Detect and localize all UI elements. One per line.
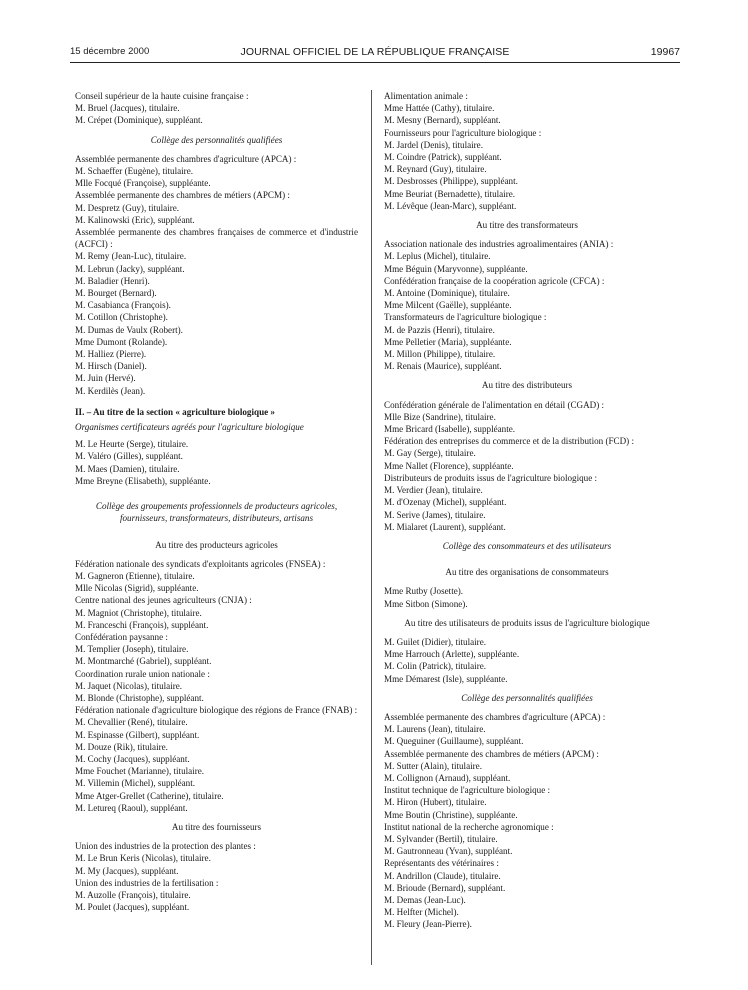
member-entry: M. Poulet (Jacques), suppléant. [75, 902, 190, 913]
member-entry: M. Bourget (Bernard). [75, 288, 157, 299]
subsection-heading: Au titre des fournisseurs [171, 821, 262, 832]
member-entry: Mme Hattée (Cathy), titulaire. [384, 103, 495, 114]
college-heading: Collège des groupements professionnels de producteurs agricoles, fournisseurs, transformateurs, distributeurs, artisans [95, 501, 338, 524]
member-entry: M. Kalinowski (Eric), suppléant. [75, 214, 195, 225]
member-entry: M. Sutter (Alain), titulaire. [384, 760, 482, 771]
member-entry: M. Renais (Maurice), suppléant. [384, 361, 502, 372]
member-entry: M. Mialaret (Laurent), suppléant. [384, 521, 506, 532]
journal-title: JOURNAL OFFICIEL DE LA RÉPUBLIQUE FRANÇAISE [240, 46, 510, 58]
member-entry: Mme Harrouch (Arlette), suppléante. [384, 649, 520, 660]
member-entry: M. Millon (Philippe), titulaire. [384, 349, 496, 360]
member-entry: Mme Breyne (Elisabeth), suppléante. [75, 475, 211, 486]
member-entry: M. Kerdilès (Jean). [75, 385, 146, 396]
member-entry: M. Lévêque (Jean-Marc), suppléant. [384, 200, 517, 211]
organization-heading: Distributeurs de produits issus de l'agriculture biologique : [384, 472, 598, 483]
member-entry: M. Coindre (Patrick), suppléant. [384, 152, 502, 163]
member-entry: Mme Atger-Grellet (Catherine), titulaire. [75, 790, 224, 801]
column-divider [371, 90, 372, 965]
section-heading: II. – Au titre de la section « agriculture biologique » [75, 406, 275, 417]
member-entry: Mme Fouchet (Marianne), titulaire. [75, 766, 205, 777]
member-entry: M. Blonde (Christophe), suppléant. [75, 692, 204, 703]
member-entry: M. Auzolle (François), titulaire. [75, 889, 191, 900]
subsection-heading: Au titre des producteurs agricoles [155, 539, 278, 550]
member-entry: M. Despretz (Guy), titulaire. [75, 202, 180, 213]
organization-heading: Institut national de la recherche agronomique : [384, 821, 554, 832]
member-entry: M. Casabianca (François). [75, 300, 171, 311]
member-entry: M. Hiron (Hubert), titulaire. [384, 797, 487, 808]
member-entry: Mme Pelletier (Maria), suppléante. [384, 336, 512, 347]
member-entry: Mme Sitbon (Simone). [384, 598, 468, 609]
member-entry: Mme Béguin (Maryvonne), suppléante. [384, 263, 528, 274]
member-entry: M. Mesny (Bernard), suppléant. [384, 115, 501, 126]
member-entry: M. Cochy (Jacques), suppléant. [75, 753, 190, 764]
subsection-heading: Au titre des distributeurs [481, 380, 573, 391]
member-entry: M. Lebrun (Jacky), suppléant. [75, 263, 185, 274]
member-entry: Mme Milcent (Gaëlle), suppléante. [384, 300, 512, 311]
member-entry: M. Baladier (Henri). [75, 275, 150, 286]
member-entry: M. Le Brun Keris (Nicolas), titulaire. [75, 853, 211, 864]
organization-heading: Coordination rurale union nationale : [75, 668, 210, 679]
member-entry: M. Juin (Hervé). [75, 373, 136, 384]
member-entry: M. Jardel (Denis), titulaire. [384, 139, 483, 150]
organization-heading: Transformateurs de l'agriculture biologique : [384, 312, 547, 323]
left-column [75, 90, 358, 913]
organization-heading: Assemblée permanente des chambres de métiers (APCM) : [384, 748, 599, 759]
member-entry: Mme Démarest (Isle), suppléante. [384, 673, 508, 684]
member-entry: M. Fleury (Jean-Pierre). [384, 919, 472, 930]
member-entry: Mlle Nicolas (Sigrid), suppléante. [75, 583, 199, 594]
member-entry: M. Andrillon (Claude), titulaire. [384, 870, 501, 881]
member-entry: M. Helfter (Michel). [384, 907, 459, 918]
organization-heading: Union des industries de la protection des plantes : [75, 841, 256, 852]
member-entry: M. My (Jacques), suppléant. [75, 865, 179, 876]
member-entry: M. Colin (Patrick), titulaire. [384, 661, 487, 672]
member-entry: M. Verdier (Jean), titulaire. [384, 485, 483, 496]
member-entry: M. Hirsch (Daniel). [75, 361, 147, 372]
member-entry: M. Collignon (Arnaud), suppléant. [384, 772, 511, 783]
member-entry: M. d'Ozenay (Michel), suppléant. [384, 497, 507, 508]
member-entry: M. Schaeffer (Eugène), titulaire. [75, 166, 194, 177]
member-entry: M. Cotillon (Christophe). [75, 312, 168, 323]
member-entry: Mme Dumont (Rolande). [75, 336, 168, 347]
member-entry: M. Demas (Jean-Luc). [384, 894, 466, 905]
page-header [70, 46, 680, 62]
member-entry: Mme Beuriat (Bernadette), titulaire. [384, 188, 516, 199]
member-entry: Mme Boutin (Christine), suppléante. [384, 809, 518, 820]
organization-heading: Confédération générale de l'alimentation en détail (CGAD) : [384, 399, 605, 410]
subsection-heading: Au titre des organisations de consommateurs [445, 567, 609, 578]
member-entry: M. Valéro (Gilles), suppléant. [75, 451, 183, 462]
member-entry: M. Jaquet (Nicolas), titulaire. [75, 680, 183, 691]
organization-heading: Fédération nationale des syndicats d'exploitants agricoles (FNSEA) : [75, 558, 326, 569]
organization-heading: Association nationale des industries agroalimentaires (ANIA) : [384, 239, 614, 250]
college-heading: Collège des personnalités qualifiées [150, 134, 283, 145]
organization-heading: Fédération des entreprises du commerce et de la distribution (FCD) : [384, 436, 635, 447]
subsection-heading: Au titre des utilisateurs de produits issus de l'agriculture biologique [404, 617, 650, 628]
member-entry: M. Maes (Damien), titulaire. [75, 463, 180, 474]
member-entry: M. Gay (Serge), titulaire. [384, 448, 476, 459]
member-entry: M. Letureq (Raoul), suppléant. [75, 802, 188, 813]
member-entry: Mme Nallet (Florence), suppléante. [384, 460, 514, 471]
member-entry: M. Remy (Jean-Luc), titulaire. [75, 251, 187, 262]
organization-heading: Assemblée permanente des chambres d'agriculture (APCA) : [75, 153, 297, 164]
member-entry: M. Franceschi (François), suppléant. [75, 619, 209, 630]
member-entry: M. Villemin (Michel), suppléant. [75, 778, 196, 789]
member-entry: Mlle Focqué (Françoise), suppléante. [75, 178, 211, 189]
right-column [384, 90, 670, 931]
member-entry: M. Antoine (Dominique), titulaire. [384, 288, 510, 299]
organization-heading: Assemblée permanente des chambres de métiers (APCM) : [75, 190, 290, 201]
organization-heading: Assemblée permanente des chambres d'agriculture (APCA) : [384, 711, 606, 722]
organization-heading: Représentants des vétérinaires : [384, 858, 499, 869]
organization-heading: Fournisseurs pour l'agriculture biologique : [384, 127, 542, 138]
subsection-heading: Au titre des transformateurs [476, 220, 578, 231]
member-entry: M. Magniot (Christophe), titulaire. [75, 607, 202, 618]
member-entry: Mlle Bize (Sandrine), titulaire. [384, 411, 496, 422]
member-entry: M. Laurens (Jean), titulaire. [384, 724, 486, 735]
member-entry: M. Crépet (Dominique), suppléant. [75, 115, 203, 126]
organization-heading: Conseil supérieur de la haute cuisine française : [75, 91, 249, 101]
member-entry: M. Douze (Rik), titulaire. [75, 741, 168, 752]
member-entry: M. de Pazzis (Henri), titulaire. [384, 324, 495, 335]
member-entry: Mme Bricard (Isabelle), suppléante. [384, 424, 516, 435]
organization-heading: Confédération paysanne : [75, 631, 168, 642]
member-entry: Mme Rutby (Josette). [384, 586, 464, 597]
member-entry: M. Sylvander (Bertil), titulaire. [384, 833, 498, 844]
organization-heading: Confédération française de la coopération agricole (CFCA) : [384, 275, 605, 286]
college-heading: Collège des consommateurs et des utilisateurs [442, 540, 612, 551]
member-entry: M. Bruel (Jacques), titulaire. [75, 103, 180, 114]
organization-heading: Union des industries de la fertilisation : [75, 877, 219, 888]
organisms-heading: Organismes certificateurs agréés pour l'agriculture biologique [75, 422, 304, 433]
page-number: 19967 [650, 46, 680, 58]
member-entry: M. Brioude (Bernard), suppléant. [384, 882, 506, 893]
member-entry: M. Espinasse (Gilbert), suppléant. [75, 729, 200, 740]
member-entry: M. Reynard (Guy), titulaire. [384, 164, 487, 175]
member-entry: M. Halliez (Pierre). [75, 349, 147, 360]
member-entry: M. Le Heurte (Serge), titulaire. [75, 439, 189, 450]
header-rule [70, 62, 680, 63]
member-entry: M. Dumas de Vaulx (Robert). [75, 324, 183, 335]
header-date: 15 décembre 2000 [70, 46, 150, 57]
organization-heading: Fédération nationale d'agriculture biologique des régions de France (FNAB) : [75, 705, 358, 716]
member-entry: M. Queguiner (Guillaume), suppléant. [384, 736, 524, 747]
member-entry: M. Serive (James), titulaire. [384, 509, 486, 520]
member-entry: M. Gautronneau (Yvan), suppléant. [384, 846, 513, 857]
member-entry: M. Leplus (Michel), titulaire. [384, 251, 491, 262]
member-entry: M. Montmarché (Gabriel), suppléant. [75, 656, 212, 667]
college-heading: Collège des personnalités qualifiées [461, 692, 593, 703]
organization-heading: Alimentation animale : [384, 91, 468, 101]
member-entry: M. Gagneron (Etienne), titulaire. [75, 570, 195, 581]
organization-heading: Institut technique de l'agriculture biologique : [384, 785, 551, 796]
member-entry: M. Templier (Joseph), titulaire. [75, 644, 189, 655]
member-entry: M. Chevallier (René), titulaire. [75, 717, 188, 728]
organization-heading: Assemblée permanente des chambres françaises de commerce et d'industrie (ACFCI) : [75, 227, 358, 250]
member-entry: M. Guilet (Didier), titulaire. [384, 636, 487, 647]
member-entry: M. Desbrosses (Philippe), suppléant. [384, 176, 518, 187]
organization-heading: Centre national des jeunes agriculteurs (CNJA) : [75, 595, 252, 606]
